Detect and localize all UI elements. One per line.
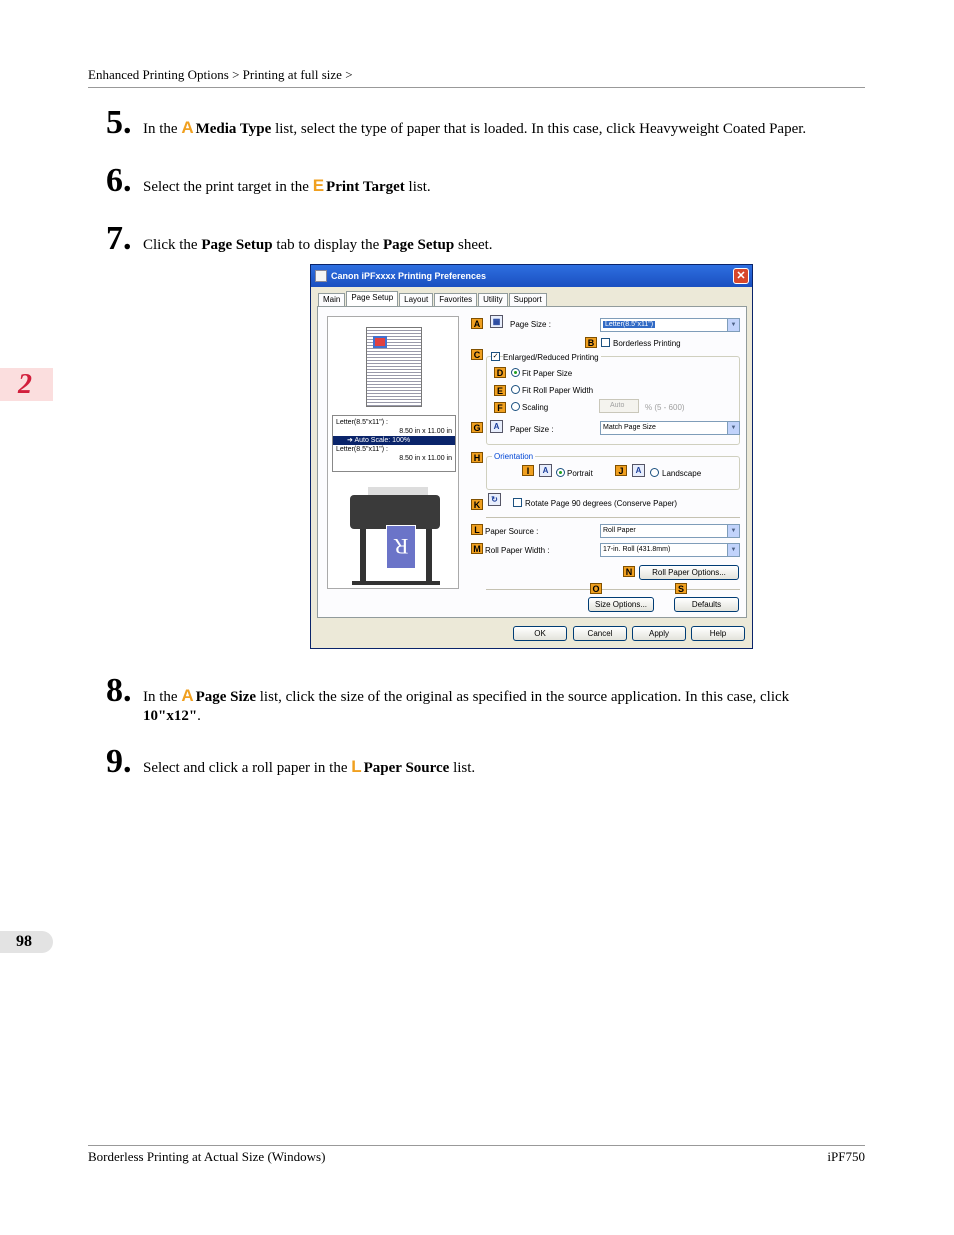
scaling-input[interactable]: Auto: [599, 399, 639, 413]
step-text-part: In the: [143, 121, 182, 137]
page-size-select[interactable]: [600, 318, 740, 332]
preview-pane: [327, 316, 459, 589]
step-text-part: .: [197, 708, 201, 724]
defaults-button[interactable]: Defaults: [674, 597, 739, 612]
rotate-page-icon: ↻: [488, 493, 501, 506]
step-bold: Page Size: [195, 689, 257, 705]
step-bold: Paper Source: [363, 760, 450, 776]
borderless-checkbox[interactable]: [601, 338, 610, 347]
tab-main[interactable]: Main: [318, 293, 345, 306]
label-a-glyph: A: [181, 686, 194, 705]
paper-source-select[interactable]: [600, 524, 740, 538]
portrait-radio[interactable]: [556, 468, 565, 477]
printing-preferences-dialog: [310, 264, 753, 649]
help-button[interactable]: Help: [691, 626, 745, 641]
auto-scale-text: Auto Scale: 100%: [354, 437, 411, 444]
roll-width-value: 17-in. Roll (431.8mm): [603, 546, 671, 553]
page-number: 98: [16, 933, 32, 950]
output-sheet: R: [386, 525, 416, 569]
callout-m: M: [471, 543, 483, 554]
step-text: [143, 118, 806, 139]
tab-favorites[interactable]: Favorites: [434, 293, 477, 306]
scaling-label: Scaling: [522, 403, 549, 412]
enlarged-reduced-checkbox[interactable]: ✓: [492, 353, 499, 360]
dialog-title: Canon iPFxxxx Printing Preferences: [331, 271, 487, 281]
printer-illustration: [346, 485, 446, 587]
chevron-down-icon: ▼: [727, 319, 739, 331]
step-7: [106, 222, 493, 256]
step-9: [106, 745, 475, 779]
callout-g: G: [471, 422, 483, 433]
footer-divider: [88, 1145, 865, 1146]
step-bold: 10"x12": [143, 708, 198, 724]
step-text-part: sheet.: [454, 237, 493, 253]
paper-source-label: Paper Source :: [485, 527, 539, 536]
step-bold: Media Type: [195, 121, 272, 137]
rotate-page-label: Rotate Page 90 degrees (Conserve Paper): [525, 499, 678, 508]
roll-width-label: Roll Paper Width :: [485, 546, 550, 555]
page-size-label: Page Size :: [510, 320, 551, 329]
apply-button[interactable]: Apply: [632, 626, 686, 641]
footer-model-name: iPF750: [827, 1149, 865, 1164]
portrait-icon: A: [539, 464, 552, 477]
step-text-part: tab to display the: [272, 237, 383, 253]
printer-app-icon: [315, 270, 327, 282]
step-text-part: list, select the type of paper that is loaded. In this case, click Heavyweight Coated Paper.: [271, 121, 807, 137]
image-preview-icon: [373, 336, 387, 348]
step-number: 7.: [106, 220, 132, 257]
callout-a: A: [471, 318, 483, 329]
header-divider: [88, 87, 865, 88]
callout-k: K: [471, 499, 483, 510]
step-text-part: Select the print target in the: [143, 179, 313, 195]
scaling-range: % (5 - 600): [645, 403, 685, 412]
step-text: [143, 236, 493, 255]
step-bold: Print Target: [326, 179, 405, 195]
dialog-titlebar: [311, 265, 752, 287]
page-size-value: Letter(8.5"x11"): [605, 321, 654, 328]
printer-stand-base: [352, 581, 440, 585]
size-options-button[interactable]: Size Options...: [588, 597, 654, 612]
orientation-label: Orientation: [494, 452, 534, 461]
landscape-icon: A: [632, 464, 645, 477]
label-l-glyph: L: [351, 757, 362, 776]
paper-source-value: Roll Paper: [603, 527, 636, 534]
auto-scale-indicator: [333, 436, 455, 445]
close-button[interactable]: ✕: [733, 268, 749, 284]
callout-l: L: [471, 524, 483, 535]
fit-paper-size-radio[interactable]: [511, 368, 520, 377]
fit-roll-width-label: Fit Roll Paper Width: [522, 386, 594, 395]
printer-leg: [426, 529, 432, 583]
original-size-value: 8.50 in x 11.00 in: [399, 428, 452, 435]
chevron-down-icon: ▼: [727, 525, 739, 537]
paper-size-label: Paper Size :: [510, 425, 554, 434]
step-text-part: list, click the size of the original as specified in the source application. In this case, click: [256, 689, 790, 705]
ok-button[interactable]: OK: [513, 626, 567, 641]
step-bold: Page Setup: [201, 237, 273, 253]
section-divider: [486, 589, 740, 590]
landscape-label: Landscape: [662, 469, 702, 478]
paper-preview-thumbnail: [366, 327, 422, 407]
output-size-value: 8.50 in x 11.00 in: [399, 455, 452, 462]
roll-paper-options-button[interactable]: Roll Paper Options...: [639, 565, 739, 580]
callout-b: B: [585, 337, 597, 348]
down-arrow-icon: ➜: [347, 437, 355, 444]
callout-h: H: [471, 452, 483, 463]
callout-i: I: [522, 465, 534, 476]
step-6: [106, 164, 431, 198]
fit-paper-size-label: Fit Paper Size: [522, 369, 573, 378]
callout-j: J: [615, 465, 627, 476]
paper-size-value: Match Page Size: [603, 424, 656, 431]
callout-d: D: [494, 367, 506, 378]
tab-utility[interactable]: Utility: [478, 293, 508, 306]
label-e-glyph: E: [312, 176, 325, 195]
callout-o: O: [590, 583, 602, 594]
rotate-page-checkbox[interactable]: [513, 498, 522, 507]
chevron-down-icon: ▼: [727, 544, 739, 556]
step-text-part: Select and click a roll paper in the: [143, 760, 352, 776]
tab-layout[interactable]: Layout: [399, 293, 433, 306]
callout-n: N: [623, 566, 635, 577]
portrait-label: Portrait: [567, 469, 593, 478]
step-text: [143, 757, 475, 778]
step-number: 9.: [106, 743, 132, 780]
breadcrumb: Enhanced Printing Options > Printing at full size >: [88, 67, 353, 82]
section-divider: [486, 517, 740, 518]
fit-roll-width-radio[interactable]: [511, 385, 520, 394]
step-number: 6.: [106, 162, 132, 199]
step-text: [143, 176, 431, 197]
tab-support[interactable]: Support: [509, 293, 547, 306]
page-size-icon: ▦: [490, 315, 503, 328]
step-text: [143, 686, 843, 726]
original-size-label: Letter(8.5"x11") :: [336, 419, 388, 426]
label-a-glyph: A: [181, 118, 194, 137]
step-text-part: list.: [449, 760, 476, 776]
step-text-part: In the: [143, 689, 182, 705]
paper-size-icon: A: [490, 420, 503, 433]
step-bold: Page Setup: [382, 237, 455, 253]
cancel-button[interactable]: Cancel: [573, 626, 627, 641]
step-number: 5.: [106, 104, 132, 141]
borderless-label: Borderless Printing: [613, 339, 681, 348]
printer-leg: [360, 529, 366, 583]
callout-s: S: [675, 583, 687, 594]
landscape-radio[interactable]: [650, 468, 659, 477]
step-5: [106, 106, 806, 140]
output-size-label: Letter(8.5"x11") :: [336, 446, 388, 453]
callout-e: E: [494, 385, 506, 396]
step-text-part: list.: [404, 179, 431, 195]
footer-section-title: Borderless Printing at Actual Size (Windows): [88, 1149, 326, 1164]
step-8: [106, 674, 843, 726]
roll-width-select[interactable]: [600, 543, 740, 557]
callout-f: F: [494, 402, 506, 413]
callout-c: C: [471, 349, 483, 360]
paper-size-select[interactable]: [600, 421, 740, 435]
chevron-down-icon: ▼: [727, 422, 739, 434]
step-number: 8.: [106, 672, 132, 709]
dialog-tabs: [318, 293, 548, 306]
enlarged-reduced-label: Enlarged/Reduced Printing: [503, 353, 599, 362]
page-setup-panel: [317, 306, 747, 618]
scaling-radio[interactable]: [511, 402, 520, 411]
scale-info-box: [332, 415, 456, 472]
step-text-part: Click the: [143, 237, 202, 253]
tab-page-setup[interactable]: Page Setup: [346, 291, 398, 306]
chapter-number: 2: [18, 369, 32, 400]
